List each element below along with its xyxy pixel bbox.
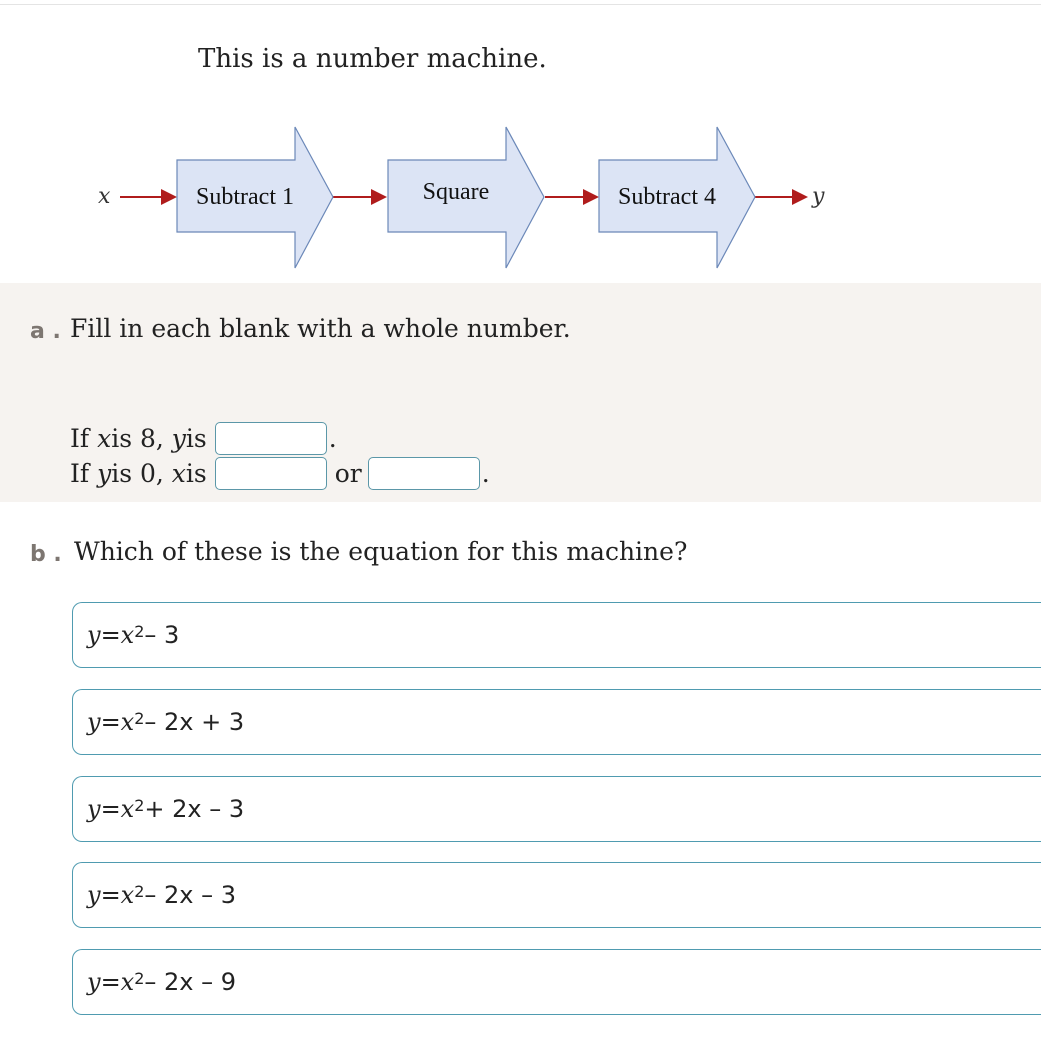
input-label: x [98, 184, 111, 209]
x-answer-input-1[interactable] [215, 457, 327, 490]
equation-option-5[interactable] [72, 949, 1041, 1015]
equation-option-4[interactable] [72, 862, 1041, 928]
base: x [120, 708, 135, 736]
rest: – 3 [144, 621, 180, 649]
line-1 [70, 421, 337, 455]
line-2 [70, 456, 490, 490]
eq: = [100, 881, 121, 909]
exp: 2 [134, 795, 145, 815]
part-a-prompt: Fill in each blank with a whole number. [70, 314, 571, 343]
text: is [185, 423, 207, 453]
lhs: y [87, 881, 101, 909]
rest: – 2x – 3 [144, 881, 237, 909]
y-answer-input[interactable] [215, 422, 327, 455]
var: x [97, 423, 112, 453]
step-label: Square [422, 179, 490, 205]
part-a-label: a . [30, 319, 61, 344]
equation-option-3[interactable] [72, 776, 1041, 842]
text: is 0, [111, 458, 164, 488]
intro-text: This is a number machine. [198, 44, 547, 74]
var: x [171, 458, 186, 488]
var: y [97, 458, 112, 488]
text: is 8, [111, 423, 164, 453]
eq: = [100, 708, 121, 736]
text: If [70, 458, 90, 488]
number-machine-diagram [0, 115, 900, 280]
part-b-label: b . [30, 542, 62, 567]
x-answer-input-2[interactable] [368, 457, 480, 490]
text: is [185, 458, 207, 488]
lhs: y [87, 968, 101, 996]
text: If [70, 423, 90, 453]
eq: = [100, 621, 121, 649]
step-label: Subtract 1 [196, 184, 294, 210]
rest: + 2x – 3 [144, 795, 245, 823]
equation-option-1[interactable] [72, 602, 1041, 668]
eq: = [100, 795, 121, 823]
period: . [481, 458, 490, 488]
exp: 2 [134, 708, 145, 728]
step-label: Subtract 4 [618, 184, 716, 210]
period: . [328, 423, 337, 453]
var: y [171, 423, 186, 453]
lhs: y [87, 621, 101, 649]
exp: 2 [134, 968, 145, 988]
equation-option-2[interactable] [72, 689, 1041, 755]
output-label: y [812, 184, 825, 209]
top-divider [0, 4, 1041, 5]
base: x [120, 621, 135, 649]
base: x [120, 881, 135, 909]
rest: – 2x + 3 [144, 708, 245, 736]
base: x [120, 795, 135, 823]
lhs: y [87, 795, 101, 823]
rest: – 2x – 9 [144, 968, 237, 996]
exp: 2 [134, 881, 145, 901]
part-b-prompt: Which of these is the equation for this machine? [74, 537, 688, 566]
exp: 2 [134, 621, 145, 641]
base: x [120, 968, 135, 996]
eq: = [100, 968, 121, 996]
or-text: or [334, 458, 362, 488]
lhs: y [87, 708, 101, 736]
